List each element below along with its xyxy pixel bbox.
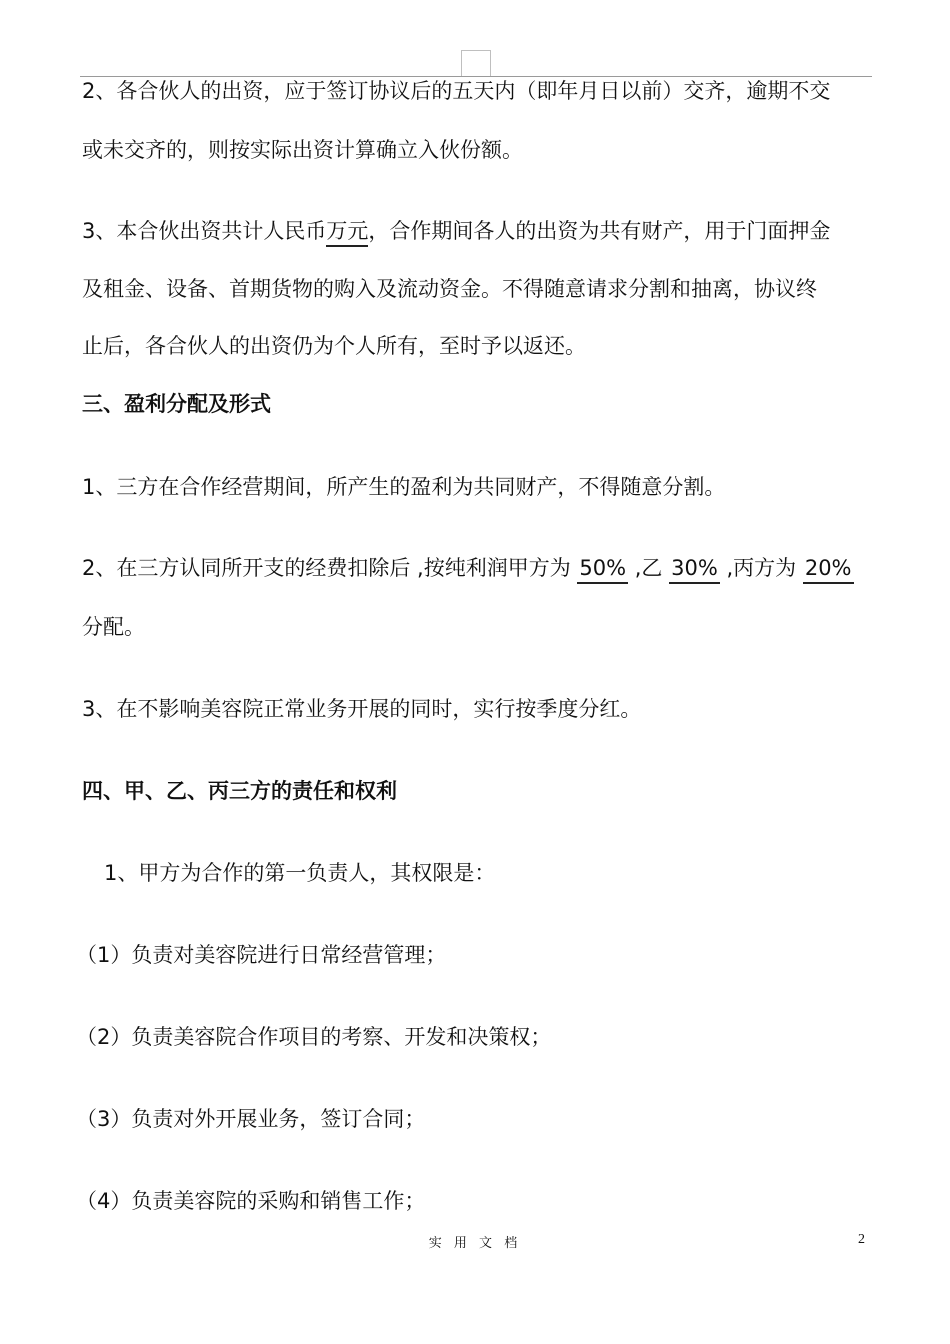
section-3-item-3: 3、在不影响美容院正常业务开展的同时，实行按季度分红。 [82, 697, 642, 721]
clause-3-text-before: 3、本合伙出资共计人民币 [82, 219, 327, 243]
authority-item-1: （1）负责对美容院进行日常经营管理； [76, 943, 447, 967]
party-a-share: 50% [577, 554, 628, 584]
section-3-item-1: 1、三方在合作经营期间，所产生的盈利为共同财产，不得随意分割。 [82, 475, 726, 499]
section-4-heading: 四、甲、乙、丙三方的责任和权利 [82, 779, 397, 803]
footer-label: 实 用 文 档 [428, 1236, 522, 1251]
clause-2-line-1: 2、各合伙人的出资，应于签订协议后的五天内（即年月日以前）交齐，逾期不交 [82, 79, 831, 103]
party-c-share: 20% [803, 554, 854, 584]
authority-item-3: （3）负责对外开展业务，签订合同； [76, 1107, 426, 1131]
clause-2-line-2: 或未交齐的，则按实际出资计算确立入伙份额。 [82, 138, 523, 162]
page-number: 2 [858, 1232, 865, 1247]
clause-3-line-2: 及租金、设备、首期货物的购入及流动资金。不得随意请求分割和抽离，协议终 [82, 277, 817, 301]
party-b-share: 30% [669, 554, 720, 584]
header-corner-mark [461, 50, 491, 77]
section-4-item-1: 1、甲方为合作的第一负责人，其权限是： [104, 861, 496, 885]
section-3-item-2-line-2: 分配。 [82, 615, 145, 639]
profit-split-sep-1: ,乙 [628, 556, 670, 580]
clause-3-text-after: ，合作期间各人的出资为共有财产，用于门面押金 [368, 219, 831, 243]
clause-3-line-1 [82, 216, 830, 247]
profit-split-prefix: 2、在三方认同所开支的经费扣除后 ,按纯利润甲方为 [82, 556, 578, 580]
profit-split-sep-2: ,丙方为 [719, 556, 803, 580]
section-3-item-2 [82, 553, 854, 584]
section-3-heading: 三、盈利分配及形式 [82, 392, 271, 416]
authority-item-2: （2）负责美容院合作项目的考察、开发和决策权； [76, 1025, 552, 1049]
authority-item-4: （4）负责美容院的采购和销售工作； [76, 1189, 426, 1213]
clause-3-line-3: 止后，各合伙人的出资仍为个人所有，至时予以返还。 [82, 334, 586, 358]
capital-amount-blank: 万元 [326, 217, 368, 247]
